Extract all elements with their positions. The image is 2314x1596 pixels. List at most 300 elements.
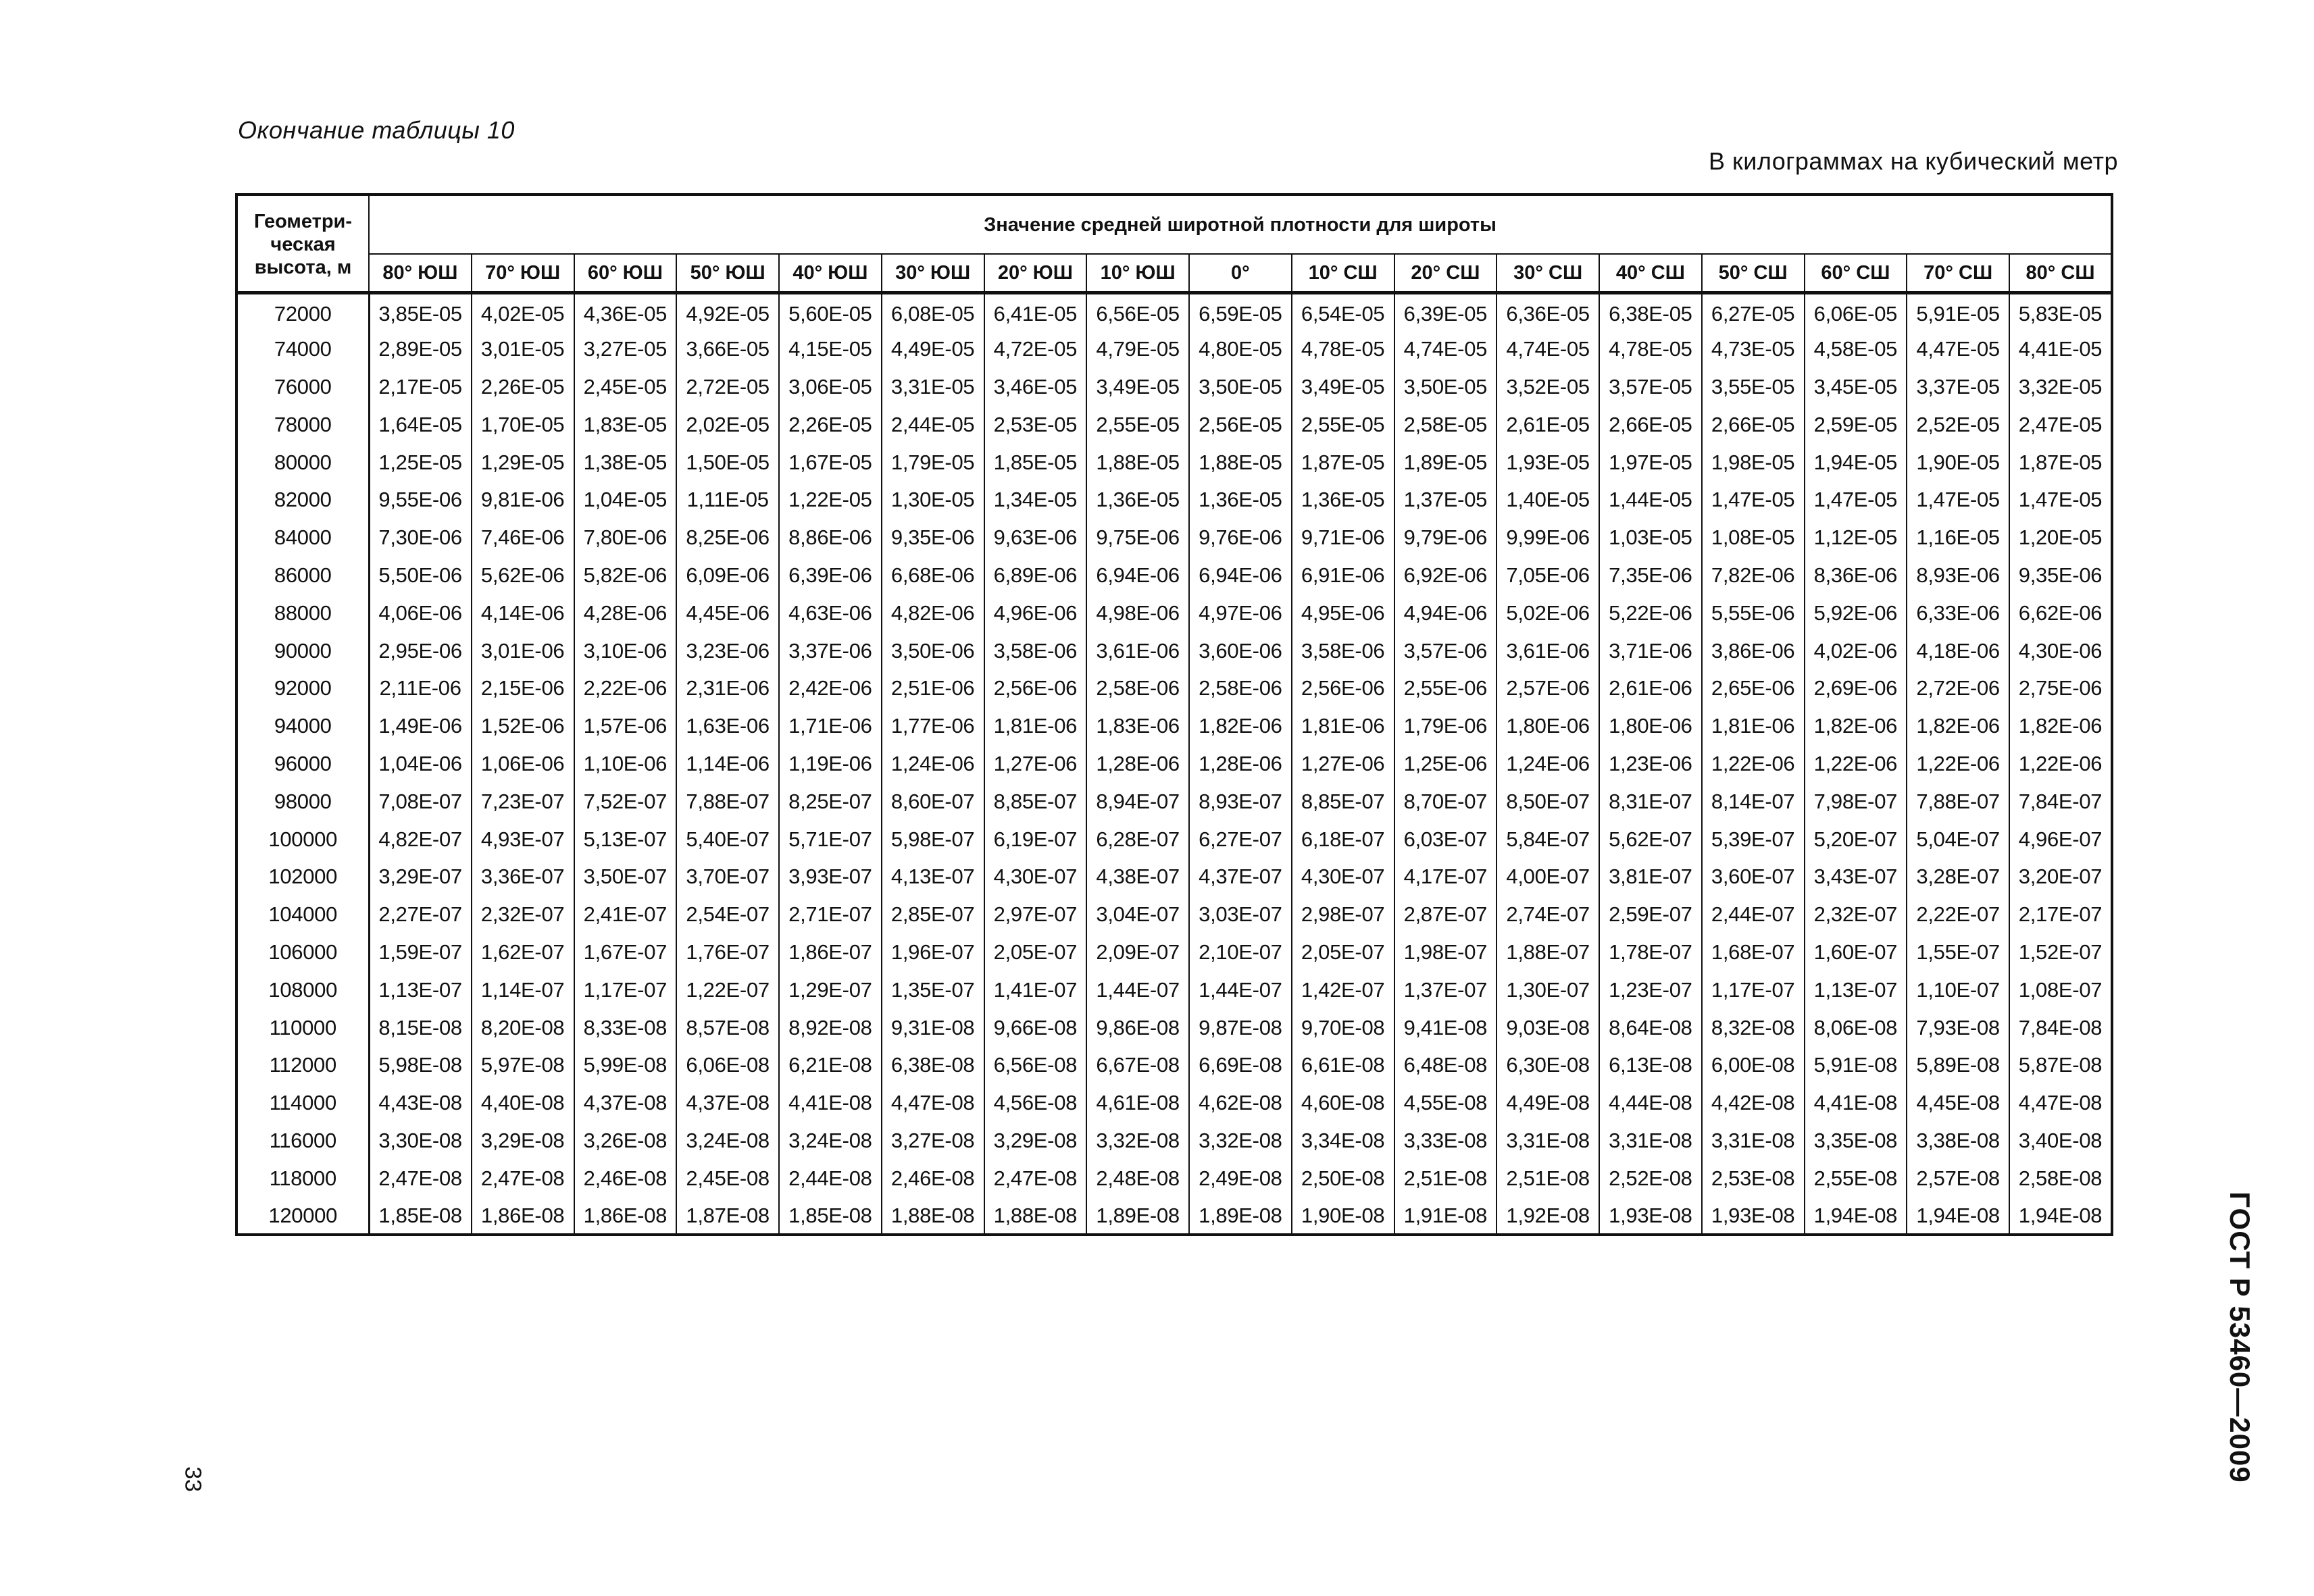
density-cell: 1,47E-05 [2009, 481, 2112, 519]
altitude-cell: 86000 [236, 557, 369, 594]
density-cell: 8,14E-07 [1702, 783, 1805, 821]
density-cell: 3,32E-05 [2009, 368, 2112, 406]
table-row [236, 933, 2112, 971]
density-cell: 6,21E-08 [779, 1046, 882, 1084]
density-cell: 3,28E-07 [1907, 858, 2009, 896]
density-cell: 3,57E-05 [1599, 368, 1702, 406]
density-cell: 8,32E-08 [1702, 1009, 1805, 1047]
density-cell: 3,50E-05 [1189, 368, 1292, 406]
density-cell: 1,29E-07 [779, 971, 882, 1009]
density-cell: 3,60E-07 [1702, 858, 1805, 896]
density-cell: 5,62E-06 [472, 557, 574, 594]
density-cell: 1,89E-08 [1086, 1198, 1189, 1235]
density-cell: 5,62E-07 [1599, 821, 1702, 858]
density-cell: 1,60E-07 [1805, 933, 1907, 971]
density-cell: 8,50E-07 [1496, 783, 1599, 821]
density-cell: 2,58E-05 [1394, 406, 1497, 444]
density-cell: 1,14E-06 [676, 745, 779, 783]
density-cell: 3,49E-05 [1086, 368, 1189, 406]
density-cell: 4,49E-05 [882, 330, 984, 368]
altitude-cell: 78000 [236, 406, 369, 444]
density-cell: 6,67E-08 [1086, 1046, 1189, 1084]
density-cell: 2,42E-06 [779, 669, 882, 707]
density-cell: 2,72E-05 [676, 368, 779, 406]
density-cell: 9,41E-08 [1394, 1009, 1497, 1047]
altitude-cell: 108000 [236, 971, 369, 1009]
density-cell: 5,91E-05 [1907, 293, 2009, 331]
density-cell: 6,06E-05 [1805, 293, 1907, 331]
density-cell: 5,04E-07 [1907, 821, 2009, 858]
table-row [236, 707, 2112, 745]
density-cell: 4,80E-05 [1189, 330, 1292, 368]
latitude-header: 60° СШ [1805, 254, 1907, 293]
density-cell: 2,05E-07 [984, 933, 1087, 971]
density-cell: 9,86E-08 [1086, 1009, 1189, 1047]
density-cell: 7,82E-06 [1702, 557, 1805, 594]
density-cell: 2,17E-07 [2009, 896, 2112, 933]
density-cell: 2,71E-07 [779, 896, 882, 933]
density-cell: 4,93E-07 [472, 821, 574, 858]
density-cell: 1,81E-06 [1292, 707, 1394, 745]
density-cell: 7,88E-07 [676, 783, 779, 821]
density-cell: 2,45E-05 [574, 368, 677, 406]
altitude-cell: 106000 [236, 933, 369, 971]
density-cell: 2,57E-08 [1907, 1160, 2009, 1198]
table-row [236, 406, 2112, 444]
density-cell: 3,30E-08 [369, 1122, 472, 1160]
density-cell: 1,03E-05 [1599, 519, 1702, 557]
table-row [236, 1009, 2112, 1047]
density-cell: 6,48E-08 [1394, 1046, 1497, 1084]
density-cell: 6,59E-05 [1189, 293, 1292, 331]
density-cell: 4,37E-08 [676, 1084, 779, 1122]
density-cell: 1,92E-08 [1496, 1198, 1599, 1235]
density-cell: 1,85E-08 [369, 1198, 472, 1235]
altitude-cell: 72000 [236, 293, 369, 331]
density-cell: 8,64E-08 [1599, 1009, 1702, 1047]
density-cell: 1,63E-06 [676, 707, 779, 745]
density-cell: 1,68E-07 [1702, 933, 1805, 971]
density-cell: 1,22E-06 [1702, 745, 1805, 783]
density-cell: 3,32E-08 [1086, 1122, 1189, 1160]
density-cell: 1,87E-05 [1292, 444, 1394, 482]
density-cell: 1,88E-05 [1189, 444, 1292, 482]
density-cell: 4,74E-05 [1394, 330, 1497, 368]
density-cell: 6,18E-07 [1292, 821, 1394, 858]
density-cell: 1,81E-06 [1702, 707, 1805, 745]
density-cell: 3,61E-06 [1086, 632, 1189, 670]
density-cell: 2,32E-07 [472, 896, 574, 933]
table-row [236, 481, 2112, 519]
density-cell: 5,83E-05 [2009, 293, 2112, 331]
density-cell: 2,26E-05 [779, 406, 882, 444]
density-cell: 2,72E-06 [1907, 669, 2009, 707]
density-cell: 3,71E-06 [1599, 632, 1702, 670]
density-cell: 3,04E-07 [1086, 896, 1189, 933]
table-row [236, 971, 2112, 1009]
density-cell: 5,92E-06 [1805, 594, 1907, 632]
density-cell: 1,86E-08 [574, 1198, 677, 1235]
altitude-cell: 90000 [236, 632, 369, 670]
density-cell: 6,68E-06 [882, 557, 984, 594]
density-cell: 1,86E-07 [779, 933, 882, 971]
density-cell: 7,93E-08 [1907, 1009, 2009, 1047]
density-cell: 2,74E-07 [1496, 896, 1599, 933]
altitude-cell: 98000 [236, 783, 369, 821]
density-cell: 4,55E-08 [1394, 1084, 1497, 1122]
density-cell: 3,31E-08 [1599, 1122, 1702, 1160]
density-cell: 2,47E-08 [369, 1160, 472, 1198]
density-cell: 5,87E-08 [2009, 1046, 2112, 1084]
density-cell: 1,88E-08 [984, 1198, 1087, 1235]
density-cell: 4,82E-06 [882, 594, 984, 632]
density-cell: 3,46E-05 [984, 368, 1087, 406]
density-cell: 2,55E-06 [1394, 669, 1497, 707]
density-cell: 1,67E-05 [779, 444, 882, 482]
density-cell: 3,49E-05 [1292, 368, 1394, 406]
density-cell: 1,90E-05 [1907, 444, 2009, 482]
density-cell: 4,41E-08 [1805, 1084, 1907, 1122]
density-cell: 3,29E-08 [472, 1122, 574, 1160]
density-cell: 1,44E-07 [1189, 971, 1292, 1009]
density-cell: 4,82E-07 [369, 821, 472, 858]
density-cell: 5,50E-06 [369, 557, 472, 594]
density-cell: 2,46E-08 [882, 1160, 984, 1198]
altitude-cell: 118000 [236, 1160, 369, 1198]
latitude-header: 0° [1189, 254, 1292, 293]
density-cell: 1,50E-05 [676, 444, 779, 482]
density-cell: 1,38E-05 [574, 444, 677, 482]
density-cell: 1,34E-05 [984, 481, 1087, 519]
density-cell: 2,31E-06 [676, 669, 779, 707]
density-cell: 1,04E-05 [574, 481, 677, 519]
density-cell: 6,38E-08 [882, 1046, 984, 1084]
altitude-cell: 84000 [236, 519, 369, 557]
density-cell: 2,56E-06 [1292, 669, 1394, 707]
density-cell: 4,47E-05 [1907, 330, 2009, 368]
density-cell: 1,91E-08 [1394, 1198, 1497, 1235]
density-cell: 2,44E-08 [779, 1160, 882, 1198]
density-cell: 1,22E-06 [1805, 745, 1907, 783]
density-cell: 3,33E-08 [1394, 1122, 1497, 1160]
table-row [236, 858, 2112, 896]
density-cell: 1,82E-06 [1805, 707, 1907, 745]
density-cell: 9,75E-06 [1086, 519, 1189, 557]
density-cell: 6,94E-06 [1086, 557, 1189, 594]
density-cell: 1,06E-06 [472, 745, 574, 783]
density-cell: 1,37E-07 [1394, 971, 1497, 1009]
density-cell: 2,51E-08 [1496, 1160, 1599, 1198]
density-cell: 1,22E-05 [779, 481, 882, 519]
density-cell: 8,92E-08 [779, 1009, 882, 1047]
density-cell: 1,12E-05 [1805, 519, 1907, 557]
density-cell: 1,35E-07 [882, 971, 984, 1009]
latitude-group-header: Значение средней широтной плотности для широты [369, 195, 2112, 254]
density-cell: 1,30E-07 [1496, 971, 1599, 1009]
density-cell: 2,61E-05 [1496, 406, 1599, 444]
density-cell: 6,39E-06 [779, 557, 882, 594]
density-cell: 5,60E-05 [779, 293, 882, 331]
density-cell: 9,03E-08 [1496, 1009, 1599, 1047]
density-cell: 1,93E-05 [1496, 444, 1599, 482]
density-cell: 7,98E-07 [1805, 783, 1907, 821]
latitude-header: 10° ЮШ [1086, 254, 1189, 293]
table-row [236, 293, 2112, 331]
latitude-header: 10° СШ [1292, 254, 1394, 293]
density-cell: 1,52E-06 [472, 707, 574, 745]
density-cell: 2,51E-08 [1394, 1160, 1497, 1198]
density-cell: 4,96E-06 [984, 594, 1087, 632]
density-cell: 1,64E-05 [369, 406, 472, 444]
altitude-cell: 80000 [236, 444, 369, 482]
density-cell: 7,35E-06 [1599, 557, 1702, 594]
density-cell: 4,78E-05 [1292, 330, 1394, 368]
density-cell: 2,61E-06 [1599, 669, 1702, 707]
density-cell: 2,27E-07 [369, 896, 472, 933]
density-cell: 4,45E-06 [676, 594, 779, 632]
density-cell: 3,50E-05 [1394, 368, 1497, 406]
density-cell: 9,55E-06 [369, 481, 472, 519]
density-cell: 5,84E-07 [1496, 821, 1599, 858]
density-cell: 2,97E-07 [984, 896, 1087, 933]
density-cell: 1,79E-06 [1394, 707, 1497, 745]
density-cell: 1,17E-07 [574, 971, 677, 1009]
density-cell: 4,02E-05 [472, 293, 574, 331]
density-cell: 1,98E-07 [1394, 933, 1497, 971]
density-cell: 2,09E-07 [1086, 933, 1189, 971]
density-cell: 4,17E-07 [1394, 858, 1497, 896]
density-cell: 3,29E-07 [369, 858, 472, 896]
density-cell: 2,46E-08 [574, 1160, 677, 1198]
latitude-header: 40° ЮШ [779, 254, 882, 293]
density-cell: 1,82E-06 [2009, 707, 2112, 745]
altitude-cell: 96000 [236, 745, 369, 783]
density-cell: 1,87E-08 [676, 1198, 779, 1235]
density-cell: 3,29E-08 [984, 1122, 1087, 1160]
density-cell: 3,66E-05 [676, 330, 779, 368]
density-cell: 8,85E-07 [984, 783, 1087, 821]
table-row [236, 519, 2112, 557]
density-cell: 9,63E-06 [984, 519, 1087, 557]
density-cell: 2,05E-07 [1292, 933, 1394, 971]
density-cell: 1,16E-05 [1907, 519, 2009, 557]
density-cell: 7,80E-06 [574, 519, 677, 557]
density-cell: 1,89E-08 [1189, 1198, 1292, 1235]
density-cell: 1,25E-05 [369, 444, 472, 482]
density-cell: 1,89E-05 [1394, 444, 1497, 482]
density-cell: 6,27E-07 [1189, 821, 1292, 858]
density-cell: 9,70E-08 [1292, 1009, 1394, 1047]
density-cell: 7,46E-06 [472, 519, 574, 557]
density-cell: 1,57E-06 [574, 707, 677, 745]
density-cell: 1,93E-08 [1702, 1198, 1805, 1235]
density-cell: 4,18E-06 [1907, 632, 2009, 670]
density-cell: 8,93E-07 [1189, 783, 1292, 821]
density-cell: 2,49E-08 [1189, 1160, 1292, 1198]
altitude-header-line: ческая [270, 233, 336, 255]
density-cell: 3,93E-07 [779, 858, 882, 896]
table-row [236, 669, 2112, 707]
density-cell: 9,66E-08 [984, 1009, 1087, 1047]
density-cell: 1,10E-07 [1907, 971, 2009, 1009]
density-cell: 6,62E-06 [2009, 594, 2112, 632]
density-cell: 4,61E-08 [1086, 1084, 1189, 1122]
density-cell: 6,54E-05 [1292, 293, 1394, 331]
density-cell: 3,31E-05 [882, 368, 984, 406]
density-cell: 6,92E-06 [1394, 557, 1497, 594]
density-cell: 2,66E-05 [1702, 406, 1805, 444]
density-cell: 4,47E-08 [2009, 1084, 2112, 1122]
density-cell: 1,17E-07 [1702, 971, 1805, 1009]
density-cell: 1,28E-06 [1189, 745, 1292, 783]
density-cell: 1,94E-08 [1907, 1198, 2009, 1235]
density-cell: 1,97E-05 [1599, 444, 1702, 482]
altitude-cell: 116000 [236, 1122, 369, 1160]
density-cell: 4,30E-06 [2009, 632, 2112, 670]
density-cell: 5,99E-08 [574, 1046, 677, 1084]
density-cell: 1,44E-07 [1086, 971, 1189, 1009]
density-cell: 3,31E-08 [1702, 1122, 1805, 1160]
density-cell: 1,27E-06 [984, 745, 1087, 783]
density-cell: 3,58E-06 [1292, 632, 1394, 670]
altitude-header-line: высота, м [254, 256, 352, 278]
density-cell: 8,33E-08 [574, 1009, 677, 1047]
density-cell: 1,82E-06 [1907, 707, 2009, 745]
altitude-cell: 74000 [236, 330, 369, 368]
density-cell: 3,10E-06 [574, 632, 677, 670]
density-cell: 5,39E-07 [1702, 821, 1805, 858]
table-row [236, 632, 2112, 670]
density-cell: 1,85E-05 [984, 444, 1087, 482]
latitude-header: 30° ЮШ [882, 254, 984, 293]
density-cell: 5,13E-07 [574, 821, 677, 858]
density-cell: 3,34E-08 [1292, 1122, 1394, 1160]
table-row [236, 330, 2112, 368]
latitude-header-row [236, 254, 2112, 293]
density-cell: 4,02E-06 [1805, 632, 1907, 670]
density-cell: 4,98E-06 [1086, 594, 1189, 632]
density-cell: 5,22E-06 [1599, 594, 1702, 632]
density-cell: 1,88E-07 [1496, 933, 1599, 971]
density-cell: 1,82E-06 [1189, 707, 1292, 745]
density-cell: 6,89E-06 [984, 557, 1087, 594]
density-cell: 1,10E-06 [574, 745, 677, 783]
density-cell: 5,97E-08 [472, 1046, 574, 1084]
latitude-header: 40° СШ [1599, 254, 1702, 293]
density-cell: 1,81E-06 [984, 707, 1087, 745]
altitude-cell: 94000 [236, 707, 369, 745]
density-cell: 4,15E-05 [779, 330, 882, 368]
density-cell: 1,78E-07 [1599, 933, 1702, 971]
table-row [236, 444, 2112, 482]
density-cell: 2,10E-07 [1189, 933, 1292, 971]
density-cell: 4,49E-08 [1496, 1084, 1599, 1122]
density-cell: 4,73E-05 [1702, 330, 1805, 368]
density-cell: 1,88E-08 [882, 1198, 984, 1235]
density-cell: 8,94E-07 [1086, 783, 1189, 821]
latitude-header: 70° СШ [1907, 254, 2009, 293]
density-cell: 3,36E-07 [472, 858, 574, 896]
density-cell: 2,52E-08 [1599, 1160, 1702, 1198]
density-cell: 5,98E-08 [369, 1046, 472, 1084]
density-cell: 1,36E-05 [1189, 481, 1292, 519]
table-row [236, 745, 2112, 783]
density-cell: 3,81E-07 [1599, 858, 1702, 896]
density-cell: 1,77E-06 [882, 707, 984, 745]
density-cell: 1,67E-07 [574, 933, 677, 971]
density-cell: 5,71E-07 [779, 821, 882, 858]
density-cell: 7,08E-07 [369, 783, 472, 821]
density-cell: 4,40E-08 [472, 1084, 574, 1122]
density-cell: 4,30E-07 [984, 858, 1087, 896]
density-cell: 4,13E-07 [882, 858, 984, 896]
density-cell: 6,61E-08 [1292, 1046, 1394, 1084]
density-cell: 4,62E-08 [1189, 1084, 1292, 1122]
density-cell: 2,87E-07 [1394, 896, 1497, 933]
density-cell: 6,27E-05 [1702, 293, 1805, 331]
density-cell: 2,59E-07 [1599, 896, 1702, 933]
density-cell: 2,17E-05 [369, 368, 472, 406]
density-cell: 1,23E-06 [1599, 745, 1702, 783]
density-cell: 1,24E-06 [1496, 745, 1599, 783]
density-cell: 1,55E-07 [1907, 933, 2009, 971]
latitude-header: 70° ЮШ [472, 254, 574, 293]
density-cell: 2,47E-08 [984, 1160, 1087, 1198]
density-cell: 3,45E-05 [1805, 368, 1907, 406]
page-number [166, 1452, 220, 1506]
density-cell: 1,80E-06 [1496, 707, 1599, 745]
altitude-cell: 102000 [236, 858, 369, 896]
density-cell: 1,94E-08 [2009, 1198, 2112, 1235]
density-cell: 1,13E-07 [369, 971, 472, 1009]
altitude-cell: 114000 [236, 1084, 369, 1122]
density-cell: 1,19E-06 [779, 745, 882, 783]
table-row [236, 821, 2112, 858]
altitude-cell: 100000 [236, 821, 369, 858]
density-cell: 3,86E-06 [1702, 632, 1805, 670]
table-row [236, 1122, 2112, 1160]
density-cell: 8,60E-07 [882, 783, 984, 821]
density-cell: 4,06E-06 [369, 594, 472, 632]
density-cell: 2,58E-08 [2009, 1160, 2112, 1198]
density-cell: 9,76E-06 [1189, 519, 1292, 557]
density-cell: 1,14E-07 [472, 971, 574, 1009]
density-cell: 1,25E-06 [1394, 745, 1497, 783]
density-cell: 2,95E-06 [369, 632, 472, 670]
density-cell: 1,24E-06 [882, 745, 984, 783]
density-cell: 5,20E-07 [1805, 821, 1907, 858]
density-cell: 3,52E-05 [1496, 368, 1599, 406]
density-cell: 5,98E-07 [882, 821, 984, 858]
latitude-header: 50° ЮШ [676, 254, 779, 293]
density-cell: 1,08E-05 [1702, 519, 1805, 557]
density-cell: 6,06E-08 [676, 1046, 779, 1084]
density-cell: 4,58E-05 [1805, 330, 1907, 368]
density-cell: 8,31E-07 [1599, 783, 1702, 821]
density-cell: 7,84E-07 [2009, 783, 2112, 821]
altitude-header-line: Геометри- [253, 210, 353, 232]
table-caption: Окончание таблицы 10 [238, 116, 515, 144]
density-cell: 2,45E-08 [676, 1160, 779, 1198]
density-cell: 4,97E-06 [1189, 594, 1292, 632]
density-cell: 1,36E-05 [1086, 481, 1189, 519]
altitude-header [236, 195, 369, 293]
density-cell: 4,63E-06 [779, 594, 882, 632]
density-cell: 4,78E-05 [1599, 330, 1702, 368]
density-cell: 4,00E-07 [1496, 858, 1599, 896]
density-cell: 3,35E-08 [1805, 1122, 1907, 1160]
density-cell: 6,41E-05 [984, 293, 1087, 331]
